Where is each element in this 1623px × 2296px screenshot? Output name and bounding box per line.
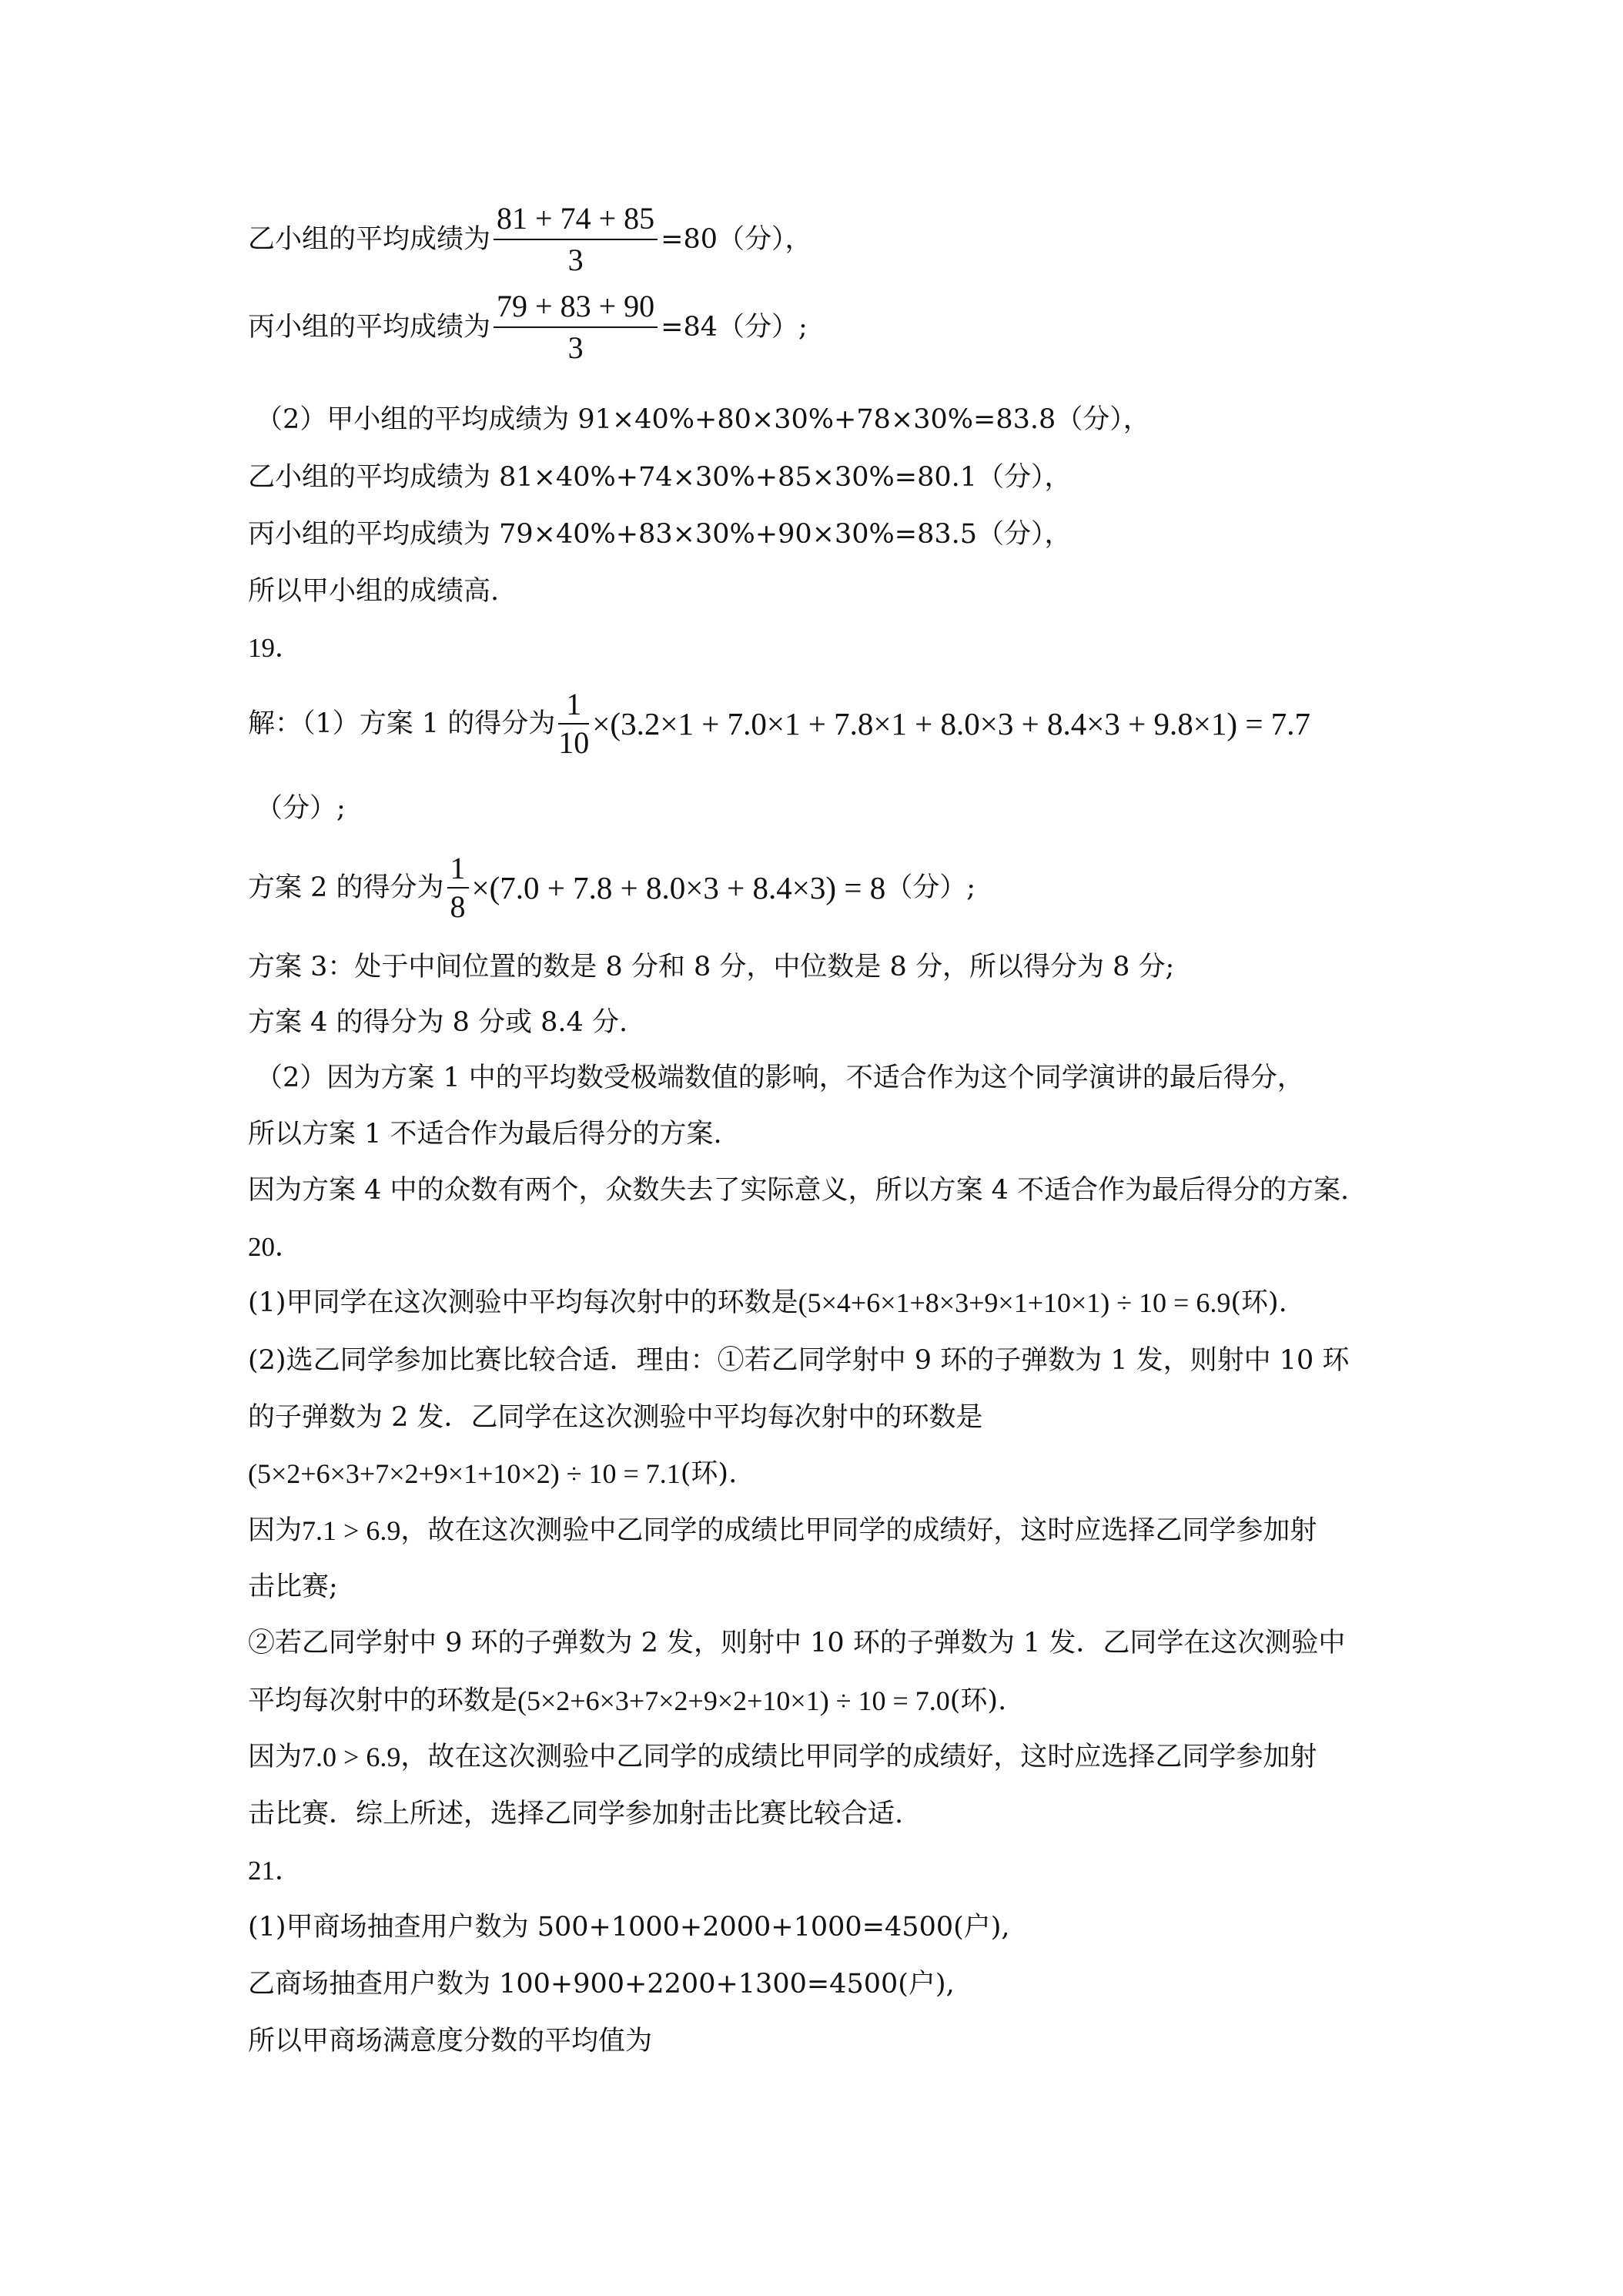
text-line bbox=[256, 790, 1500, 827]
text-line bbox=[248, 1625, 1500, 1662]
text: (环). bbox=[1230, 1287, 1287, 1318]
text-line bbox=[248, 1172, 1500, 1209]
fraction bbox=[494, 199, 658, 280]
text: (环). bbox=[949, 1685, 1007, 1716]
text-line bbox=[248, 573, 1500, 610]
fraction-numerator: 1 bbox=[566, 687, 582, 721]
text: 平均每次射中的环数是 bbox=[248, 1685, 518, 1716]
text-line bbox=[256, 1059, 1500, 1096]
text: (2)选乙同学参加比赛比较合适．理由：①若乙同学射中 9 环的子弹数为 1 发，则射中 10 环 bbox=[248, 1345, 1350, 1376]
plan2-score-line bbox=[248, 849, 1500, 926]
text: 方案 3：处于中间位置的数是 8 分和 8 分，中位数是 8 分，所以得分为 8 分; bbox=[248, 952, 1175, 982]
text: (环). bbox=[680, 1458, 738, 1489]
fraction bbox=[447, 850, 469, 925]
text-line bbox=[248, 949, 1500, 986]
text: （2）因为方案 1 中的平均数受极端数值的影响，不适合作为这个同学演讲的最后得分， bbox=[256, 1063, 1304, 1093]
text: ，故在这次测验中乙同学的成绩比甲同学的成绩好，这时应选择乙同学参加射 bbox=[400, 1742, 1317, 1772]
text: 乙商场抽查用户数为 100+900+2200+1300=4500(户), bbox=[248, 1969, 955, 2000]
text-line bbox=[256, 401, 1500, 438]
fraction-denominator: 3 bbox=[567, 243, 584, 277]
text: (1)甲同学在这次测验中平均每次射中的环数是 bbox=[248, 1287, 798, 1318]
text: (1)甲商场抽查用户数为 500+1000+2000+1000=4500(户), bbox=[248, 1912, 1010, 1943]
math-expression: 7.1 > 6.9 bbox=[302, 1515, 401, 1546]
question-number-21 bbox=[248, 1853, 1500, 1889]
math-expression: ×(7.0 + 7.8 + 8.0×3 + 8.4×3) = 8 bbox=[471, 870, 886, 905]
text: 20． bbox=[248, 1232, 303, 1262]
shooter-b-average-line-1 bbox=[248, 1455, 1500, 1492]
math-expression: 7.0 > 6.9 bbox=[302, 1742, 401, 1772]
text: 乙小组的平均成绩为 bbox=[248, 224, 491, 255]
fraction bbox=[558, 686, 589, 761]
text-line bbox=[248, 1966, 1500, 2003]
text: =80（分）， bbox=[661, 224, 812, 255]
text: （分）; bbox=[885, 872, 975, 903]
text-line bbox=[248, 516, 1500, 553]
fraction-numerator: 1 bbox=[450, 851, 466, 885]
plan1-score-line bbox=[248, 685, 1500, 762]
group-c-average-line bbox=[248, 286, 1500, 368]
text: 所以方案 1 不适合作为最后得分的方案. bbox=[248, 1119, 722, 1150]
text: 19． bbox=[248, 633, 303, 663]
fraction-denominator: 10 bbox=[558, 725, 590, 760]
text: 所以甲商场满意度分数的平均值为 bbox=[248, 2026, 653, 2057]
fraction-numerator: 81 + 74 + 85 bbox=[497, 201, 655, 236]
group-b-average-line bbox=[248, 199, 1500, 280]
text: 击比赛; bbox=[248, 1571, 338, 1602]
text: 方案 2 的得分为 bbox=[248, 872, 444, 903]
math-expression: (5×2+6×3+7×2+9×2+10×1) ÷ 10 = 7.0 bbox=[517, 1685, 950, 1716]
fraction-denominator: 8 bbox=[450, 889, 466, 924]
text: 21． bbox=[248, 1856, 303, 1886]
text: （2）甲小组的平均成绩为 91×40%+80×30%+78×30%=83.8（分）， bbox=[256, 404, 1150, 435]
shooter-a-average-line bbox=[248, 1284, 1500, 1321]
text-line bbox=[248, 1342, 1500, 1379]
text: 因为方案 4 中的众数有两个，众数失去了实际意义，所以方案 4 不适合作为最后得分的方案. bbox=[248, 1175, 1350, 1206]
text-line bbox=[248, 1116, 1500, 1153]
shooter-b-average-line-2 bbox=[248, 1682, 1500, 1719]
math-expression: (5×4+6×1+8×3+9×1+10×1) ÷ 10 = 6.9 bbox=[798, 1287, 1231, 1318]
math-expression: (5×2+6×3+7×2+9×1+10×2) ÷ 10 = 7.1 bbox=[248, 1458, 681, 1489]
text: 所以甲小组的成绩高. bbox=[248, 576, 500, 607]
text: 的子弹数为 2 发．乙同学在这次测验中平均每次射中的环数是 bbox=[248, 1402, 983, 1433]
text: 因为 bbox=[248, 1742, 303, 1772]
text: 丙小组的平均成绩为 bbox=[248, 312, 491, 343]
text-line bbox=[248, 459, 1500, 496]
text: 方案 4 的得分为 8 分或 8.4 分. bbox=[248, 1007, 628, 1038]
text: 乙小组的平均成绩为 81×40%+74×30%+85×30%=80.1（分）， bbox=[248, 462, 1072, 493]
text: （分）; bbox=[256, 793, 346, 824]
text: ②若乙同学射中 9 环的子弹数为 2 发，则射中 10 环的子弹数为 1 发．乙同学在这次测验中 bbox=[248, 1628, 1346, 1658]
question-number-19 bbox=[248, 630, 1500, 667]
text: 丙小组的平均成绩为 79×40%+83×30%+90×30%=83.5（分）， bbox=[248, 519, 1072, 550]
text-line bbox=[248, 1004, 1500, 1041]
text-line bbox=[248, 1796, 1500, 1832]
fraction-numerator: 79 + 83 + 90 bbox=[497, 289, 655, 323]
fraction bbox=[494, 286, 658, 368]
comparison-line-1 bbox=[248, 1512, 1500, 1549]
fraction-denominator: 3 bbox=[567, 330, 584, 365]
text: =84（分）; bbox=[661, 312, 808, 343]
comparison-line-2 bbox=[248, 1739, 1500, 1776]
text: 因为 bbox=[248, 1515, 303, 1546]
text-line bbox=[248, 1399, 1500, 1436]
text: ，故在这次测验中乙同学的成绩比甲同学的成绩好，这时应选择乙同学参加射 bbox=[400, 1515, 1317, 1546]
text-line bbox=[248, 1568, 1500, 1605]
text: 击比赛．综上所述，选择乙同学参加射击比赛比较合适. bbox=[248, 1799, 904, 1829]
math-expression: ×(3.2×1 + 7.0×1 + 7.8×1 + 8.0×3 + 8.4×3 + 9.8×1) = 7.7 bbox=[592, 706, 1310, 741]
text: 解：（1）方案 1 的得分为 bbox=[248, 708, 556, 739]
text-line bbox=[248, 1909, 1500, 1946]
text-line bbox=[248, 2023, 1500, 2060]
question-number-20 bbox=[248, 1229, 1500, 1266]
